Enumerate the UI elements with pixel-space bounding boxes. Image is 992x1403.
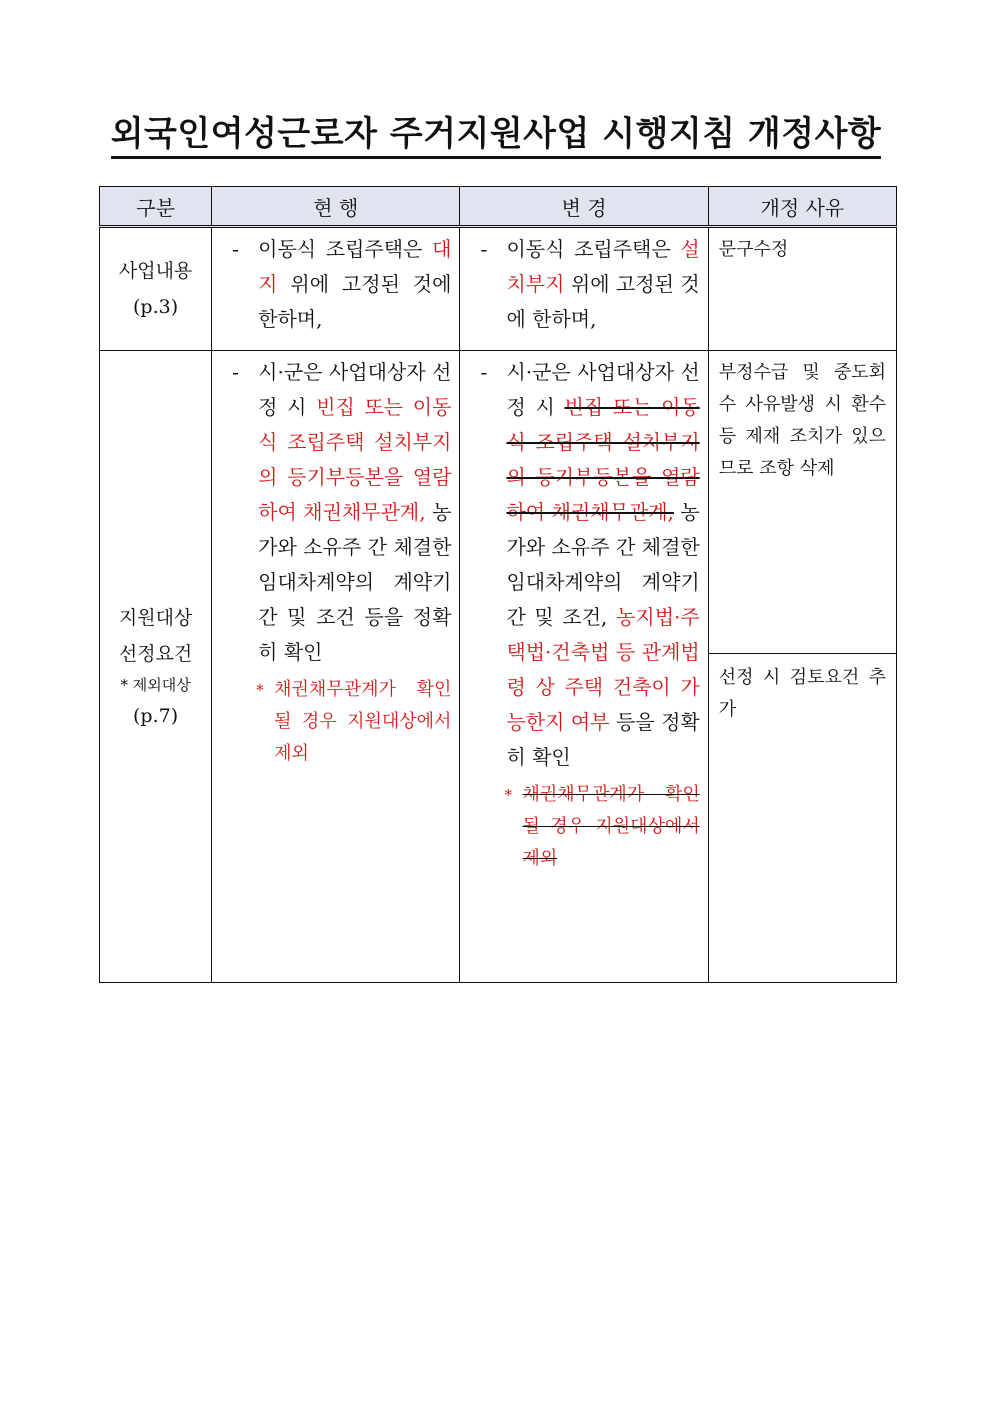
current-item: - 시·군은 사업대상자 선정 시 빈집 또는 이동식 조립주택 설치부지의 등기부등본을 열람하여 채권채무관계, 농가와 소유주 간 체결한 임대차계약의 계약기간 및 조건 등을 정확히 확인	[220, 355, 451, 670]
current-footnote: * 채권채무관계가 확인될 경우 지원대상에서 제외	[220, 674, 451, 770]
header-changed: 변 경	[460, 187, 708, 227]
changed-item: - 이동식 조립주택은 설치부지 위에 고정된 것에 한하며,	[468, 232, 699, 337]
category-cell	[100, 351, 212, 983]
changed-item: - 시·군은 사업대상자 선정 시 빈집 또는 이동식 조립주택 설치부지의 등기부등본을 열람하여 채권채무관계, 농가와 소유주 간 체결한 임대차계약의 계약기간 및 조건, 농지법·주택법·건축법 등 관계법령 상 주택 건축이 가능한지 여부 등을 정확히 확인	[468, 355, 699, 775]
deleted-text: 빈집 또는 이동식 조립주택 설치부지의 등기부등본을 열람하여 채권채무관계,	[506, 395, 700, 524]
header-category: 구분	[100, 187, 212, 227]
current-cell	[212, 351, 460, 983]
dash-marker: -	[480, 360, 488, 384]
dash-marker: -	[232, 360, 239, 384]
category-label: 선정요건	[118, 642, 193, 665]
header-current: 현 행	[212, 187, 460, 227]
category-page: (p.3)	[133, 296, 179, 318]
current-item: - 이동식 조립주택은 대지 위에 고정된 것에 한하며,	[220, 232, 451, 337]
current-cell	[212, 227, 460, 351]
page-title: 외국인여성근로자 주거지원사업 시행지침 개정사항	[0, 112, 992, 156]
reason-addition: 선정 시 검토요건 추가	[718, 667, 886, 720]
category-label: 사업내용	[118, 260, 193, 282]
changed-cell	[460, 351, 708, 983]
category-label: 지원대상	[118, 606, 193, 629]
reason-cell: 문구수정	[708, 227, 896, 351]
header-reason: 개정 사유	[708, 187, 896, 227]
table-header-row	[100, 187, 897, 227]
category-page: (p.7)	[133, 704, 179, 727]
dash-marker: -	[480, 237, 488, 261]
reason-cell	[708, 351, 896, 983]
category-note: * 제외대상	[120, 675, 191, 694]
reason-deletion: 부정수급 및 중도회수 사유발생 시 환수 등 제재 조치가 있으므로 조항 삭제	[709, 357, 896, 654]
asterisk-marker: *	[256, 681, 264, 699]
category-cell	[100, 227, 212, 351]
highlight-text: 빈집 또는 이동식 조립주택 설치부지의 등기부등본을 열람하여 채권채무관계,	[258, 395, 452, 524]
table-row-selection-criteria	[100, 351, 897, 983]
deleted-footnote: * 채권채무관계가 확인될 경우 지원대상에서 제외	[468, 779, 699, 875]
highlight-text: 설치부지	[506, 237, 700, 296]
highlight-text: 대지	[258, 237, 452, 296]
added-text: 농지법·주택법·건축법 등 관계법령 상 주택 건축이 가능한지 여부	[506, 605, 700, 734]
asterisk-marker: *	[504, 786, 512, 804]
dash-marker: -	[232, 237, 239, 261]
revision-table	[99, 186, 897, 983]
changed-cell	[460, 227, 708, 351]
table-row-business-content	[100, 227, 897, 351]
